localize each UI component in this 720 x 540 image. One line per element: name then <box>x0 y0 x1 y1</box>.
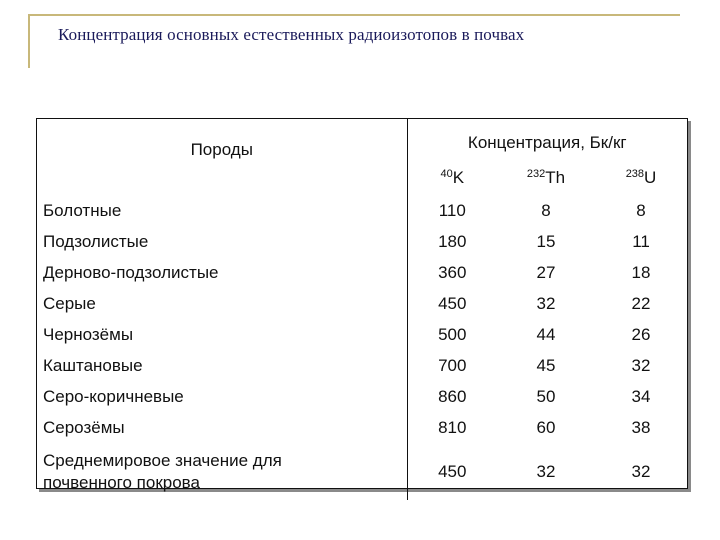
cell-k: 860 <box>407 381 497 412</box>
cell-u: 32 <box>631 355 651 375</box>
cell-u: 32 <box>631 461 651 481</box>
cell-th: 15 <box>536 231 556 251</box>
frame-horizontal-line <box>28 14 680 16</box>
cell-u: 38 <box>631 417 651 437</box>
cell-u: 11 <box>632 231 650 251</box>
isotope-k: $^{40}$K <box>407 160 497 195</box>
row-name: Дерново-подзолистые <box>43 262 219 282</box>
isotope-table <box>37 119 687 500</box>
cell-th: 44 <box>536 324 556 344</box>
cell-k: 450 <box>407 288 497 319</box>
table-row <box>37 319 687 350</box>
table-row <box>37 412 687 443</box>
row-name-line2: почвенного покрова <box>43 472 200 492</box>
col-header-rock: Породы <box>190 140 253 159</box>
cell-u: 8 <box>636 200 646 220</box>
cell-th: 32 <box>536 461 556 481</box>
cell-th: 32 <box>536 293 556 313</box>
cell-th: 50 <box>536 386 556 406</box>
cell-k: 180 <box>407 226 497 257</box>
table-row <box>37 257 687 288</box>
col-header-concentration: Концентрация, Бк/кг <box>407 119 687 160</box>
table-row <box>37 288 687 319</box>
isotope-th: $^{232}$Th <box>526 167 566 187</box>
frame-vertical-line <box>28 14 30 68</box>
row-name-world-average <box>37 443 407 500</box>
cell-u: 18 <box>631 262 651 282</box>
table-row <box>37 226 687 257</box>
row-name: Серо-коричневые <box>43 386 184 406</box>
cell-k: 700 <box>407 350 497 381</box>
table-row <box>37 381 687 412</box>
table-row <box>37 350 687 381</box>
cell-k: 450 <box>407 443 497 500</box>
row-name: Каштановые <box>43 355 143 375</box>
cell-u: 34 <box>631 386 651 406</box>
row-name: Подзолистые <box>43 231 149 251</box>
cell-th: 8 <box>541 200 551 220</box>
table-row <box>37 195 687 226</box>
cell-th: 27 <box>536 262 556 282</box>
row-name: Болотные <box>43 200 122 220</box>
cell-k: 360 <box>407 257 497 288</box>
cell-th: 45 <box>536 355 556 375</box>
row-name: Серозёмы <box>43 417 125 437</box>
isotope-u: $^{238}$U <box>625 167 657 187</box>
row-name: Серые <box>43 293 96 313</box>
row-name: Чернозёмы <box>43 324 134 344</box>
table-row-world-average <box>37 443 687 500</box>
data-table-frame <box>36 118 688 492</box>
cell-k: 500 <box>407 319 497 350</box>
page-title: Концентрация основных естественных радиоизотопов в почвах <box>58 25 525 44</box>
cell-u: 26 <box>631 324 651 344</box>
cell-u: 22 <box>631 293 651 313</box>
cell-k: 110 <box>407 195 497 226</box>
cell-k: 810 <box>407 412 497 443</box>
header-row-1 <box>37 119 687 160</box>
row-name-line1: Среднемировое значение для <box>43 450 282 470</box>
cell-th: 60 <box>536 417 556 437</box>
